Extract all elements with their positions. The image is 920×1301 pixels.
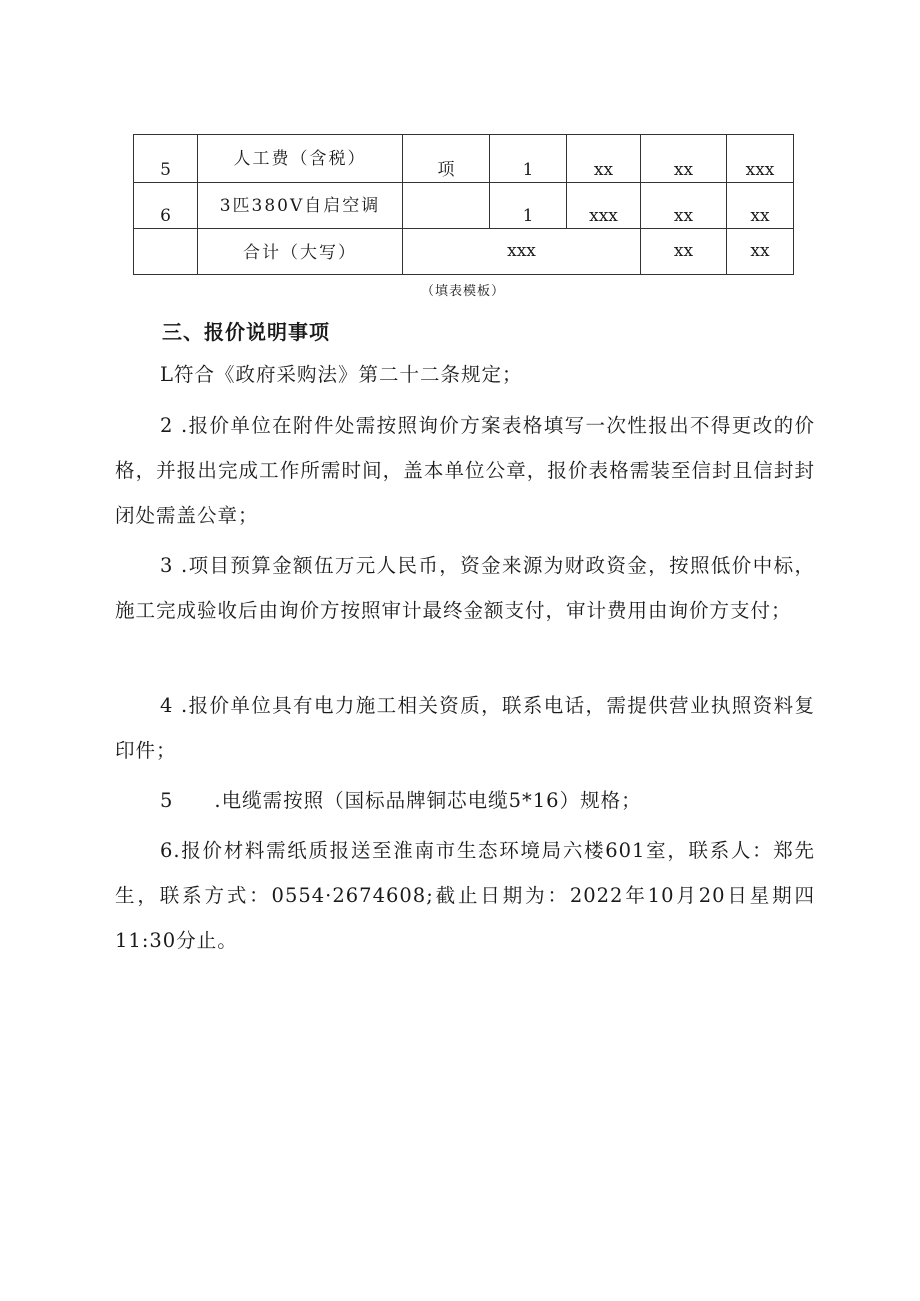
row-number: 6 bbox=[134, 183, 198, 229]
item-price: xx bbox=[567, 135, 641, 183]
row-number: 5 bbox=[134, 135, 198, 183]
list-item: 5 .电缆需按照（国标品牌铜芯电缆5*16）规格； bbox=[160, 789, 642, 812]
item-description: 人工费（含税） bbox=[198, 135, 403, 183]
item-quantity: 1 bbox=[490, 183, 567, 229]
list-item: 3 .项目预算金额伍万元人民币，资金来源为财政资金，按照低价中标，施工完成验收后由询价方按照审计最终金额支付，审计费用由询价方支付； bbox=[115, 554, 815, 622]
item-amount: xx bbox=[641, 135, 727, 183]
list-item: 4 .报价单位具有电力施工相关资质，联系电话，需提供营业执照资料复印件； bbox=[115, 694, 815, 762]
table-row bbox=[134, 135, 794, 183]
item-note: xxx bbox=[727, 135, 794, 183]
item-quantity: 1 bbox=[490, 135, 567, 183]
item-unit bbox=[403, 183, 490, 229]
item-price: xxx bbox=[567, 183, 641, 229]
total-label: 合计（大写） bbox=[198, 229, 403, 275]
table-caption: （填表模板） bbox=[420, 284, 505, 299]
item-unit: 项 bbox=[403, 135, 490, 183]
quote-table bbox=[133, 134, 794, 275]
total-empty-cell bbox=[134, 229, 198, 275]
section-heading: 三、报价说明事项 bbox=[162, 320, 330, 344]
item-note: xx bbox=[727, 183, 794, 229]
list-item: L符合《政府采购法》第二十二条规定； bbox=[160, 363, 523, 386]
list-item: 6.报价材料需纸质报送至淮南市生态环境局六楼601室，联系人：郑先生，联系方式：0554·2674608;截止日期为：2022年10月20日星期四11:30分止。 bbox=[115, 839, 815, 952]
table-row bbox=[134, 183, 794, 229]
total-row bbox=[134, 229, 794, 275]
total-value: xxx bbox=[403, 229, 641, 275]
list-item: 2 .报价单位在附件处需按照询价方案表格填写一次性报出不得更改的价格，并报出完成工作所需时间，盖本单位公章，报价表格需装至信封且信封封闭处需盖公章； bbox=[115, 414, 815, 527]
item-amount: xx bbox=[641, 183, 727, 229]
total-amount: xx bbox=[641, 229, 727, 275]
item-description: 3匹380V自启空调 bbox=[198, 183, 403, 229]
total-note: xx bbox=[727, 229, 794, 275]
